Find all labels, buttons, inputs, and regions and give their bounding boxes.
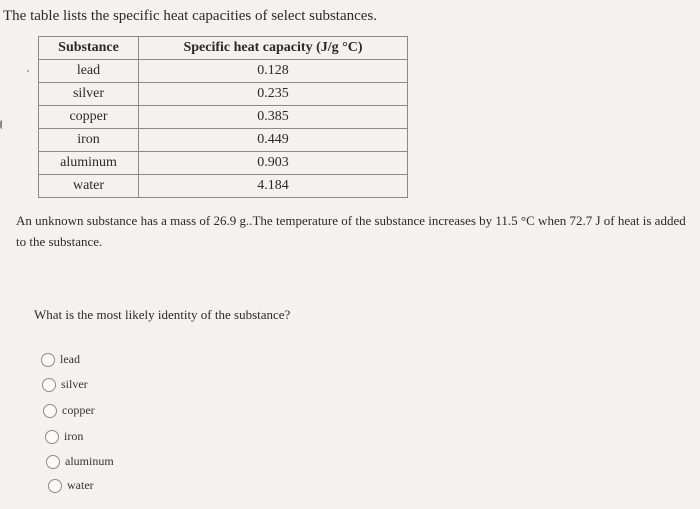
decorative-dot — [27, 70, 29, 72]
option-copper[interactable] — [43, 403, 95, 418]
option-lead[interactable] — [41, 352, 80, 367]
heat-capacity-cell: 4.184 — [139, 175, 408, 198]
radio-button[interactable] — [42, 378, 56, 392]
heat-capacity-cell: 0.235 — [139, 83, 408, 106]
question-text: What is the most likely identity of the substance? — [34, 307, 291, 322]
substance-cell: lead — [39, 60, 139, 83]
table-header-row — [39, 37, 408, 60]
radio-button[interactable] — [48, 479, 62, 493]
column-header-substance: Substance — [39, 37, 139, 60]
table-row — [39, 83, 408, 106]
table-row — [39, 152, 408, 175]
table-row — [39, 60, 408, 83]
option-aluminum[interactable] — [46, 454, 114, 469]
option-label: copper — [62, 403, 95, 417]
heat-capacity-cell: 0.385 — [139, 106, 408, 129]
option-water[interactable] — [48, 478, 94, 493]
table-row — [39, 106, 408, 129]
specific-heat-table — [38, 36, 408, 198]
option-silver[interactable] — [42, 377, 88, 392]
radio-button[interactable] — [45, 430, 59, 444]
problem-statement: An unknown substance has a mass of 26.9 g..The temperature of the substance increases by 11.5 °C when 72.7 J of heat is added to the substance. — [16, 213, 686, 249]
radio-button[interactable] — [46, 455, 60, 469]
substance-cell: iron — [39, 129, 139, 152]
option-label: lead — [60, 352, 80, 366]
option-label: water — [67, 478, 94, 492]
substance-cell: water — [39, 175, 139, 198]
table-row — [39, 175, 408, 198]
edge-marker — [0, 120, 5, 129]
substance-cell: silver — [39, 83, 139, 106]
substance-cell: aluminum — [39, 152, 139, 175]
substance-cell: copper — [39, 106, 139, 129]
option-label: silver — [61, 377, 88, 391]
table-row — [39, 129, 408, 152]
option-label: iron — [64, 429, 84, 443]
option-iron[interactable] — [45, 429, 83, 444]
intro-text: The table lists the specific heat capacities of select substances. — [3, 8, 378, 24]
heat-capacity-cell: 0.903 — [139, 152, 408, 175]
radio-button[interactable] — [41, 353, 55, 367]
heat-capacity-cell: 0.128 — [139, 60, 408, 83]
column-header-heat-capacity: Specific heat capacity (J/g °C) — [139, 37, 408, 60]
heat-capacity-cell: 0.449 — [139, 129, 408, 152]
option-label: aluminum — [65, 454, 114, 468]
radio-button[interactable] — [43, 404, 57, 418]
